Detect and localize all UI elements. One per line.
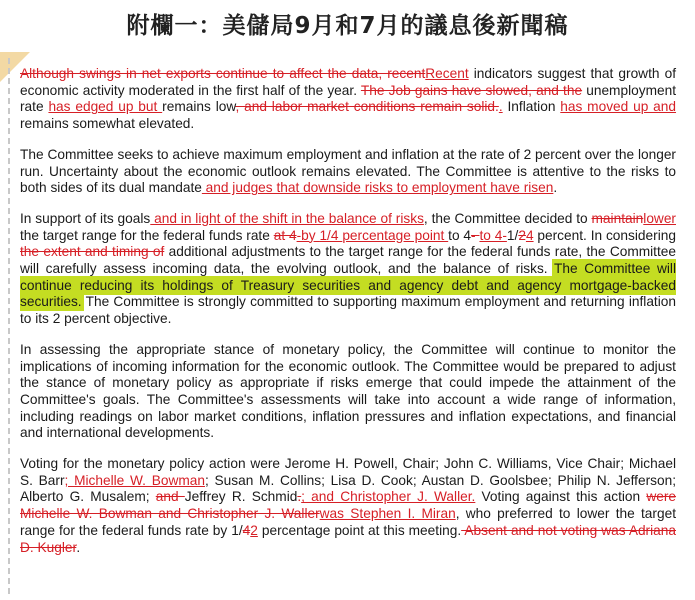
text: remains somewhat elevated. — [20, 116, 195, 132]
deletion: The Job gains have slowed, and the — [360, 82, 583, 98]
text: In support of its goals — [20, 210, 151, 226]
text: , the Committee decided to — [423, 210, 592, 226]
paragraph-mandate — [20, 147, 676, 197]
insertion: . — [498, 99, 503, 115]
paragraph-assessment — [20, 342, 676, 442]
text: unemployment rate — [20, 82, 676, 115]
paragraph-policy-decision — [20, 211, 676, 328]
deletion: the extent and timing of — [20, 244, 165, 260]
insertion: percentage point — [342, 227, 449, 243]
text: Voting for the monetary policy action were Jerome H. Powell, Chair; John C. Williams, Vice Chair; Michael S. Barr — [20, 456, 676, 488]
deletion: Absent and not voting was Adriana D. Kugler — [20, 522, 676, 555]
deletion: , and labor market conditions remain solid. — [235, 99, 499, 115]
text: additional adjustments to the target range for the federal funds rate, the Committee will carefully assess incoming data, the evolving outlook, and the balance of risks. — [20, 244, 676, 277]
insertion: was Stephen I. Miran — [319, 506, 456, 522]
highlighted-sentence: The Committee will continue reducing its holdings of Treasury securities and agency debt and agency mortgage-backed securities. — [20, 261, 677, 310]
text: Inflation — [502, 99, 561, 115]
text: Voting against this action — [475, 489, 647, 505]
text: . — [553, 180, 558, 196]
insertion: 4 — [525, 227, 534, 243]
insertion: and in light of the shift in the balance of risks — [150, 210, 424, 226]
deletion: maintain — [591, 210, 644, 226]
deletion: and — [155, 489, 185, 505]
text: percent. In considering — [533, 227, 676, 243]
insertion: ; Michelle W. Bowman — [64, 472, 205, 488]
paragraph-voting — [20, 456, 676, 556]
deletion: 4 — [242, 522, 251, 538]
insertion: lower — [643, 210, 676, 226]
deletion: 2 — [518, 227, 526, 243]
text: remains low — [162, 99, 236, 115]
text: The Committee is strongly committed to supporting maximum employment and returning inflation to its 2 percent objective. — [20, 294, 676, 327]
insertion: -by — [296, 227, 320, 243]
insertion: Recent — [425, 66, 469, 81]
deletion: at 4 — [273, 227, 297, 243]
page-title: 附欄一：美儲局9月和7月的議息後新聞稿 — [126, 13, 569, 39]
insertion: 2 — [250, 522, 258, 538]
insertion: has edged up but — [48, 99, 163, 115]
text: ; Susan M. Collins; Lisa D. Cook; Austan D. Goolsbee; Philip N. Jefferson; Alberto G. Musalem; — [20, 472, 677, 505]
text: the target range for the federal funds rate — [20, 227, 274, 243]
text: Jeffrey R. Schmid — [184, 489, 298, 505]
deletion: . — [297, 489, 302, 505]
press-release-text — [20, 66, 676, 570]
text: to 4 — [448, 227, 472, 243]
insertion: to 4- — [479, 227, 507, 243]
text: In assessing the appropriate stance of monetary policy, the Committee will continue to monitor the implications of incoming information for the economic outlook. The Committee would be prepared to adjust the stance of monetary policy as appropriate if risks emerge that could impede the attainment of the Committee's goals. The Committee's assessments will take into account a wide range of information, including readings on labor market conditions, inflation pressures and inflation expectations, and financial and international developments. — [20, 341, 676, 441]
deletion: - — [471, 227, 480, 243]
text: The Committee seeks to achieve maximum employment and inflation at the rate of 2 percent over the longer run. Uncertainty about the economic outlook remains elevated. The Committee is attentive to the risks to both sides of its dual mandate — [20, 146, 676, 196]
text: , who preferred to lower the target range for the federal funds rate by 1/ — [20, 506, 677, 538]
text: . — [76, 539, 81, 555]
deletion: were Michelle W. Bowman and Christopher J. Waller — [20, 489, 677, 522]
text: 1/ — [506, 227, 519, 243]
insertion: and judges that downside risks to employment have risen — [201, 180, 554, 196]
text: indicators suggest that growth of economic activity moderated in the first half of the year. — [20, 66, 676, 98]
paragraph-economic-activity — [20, 66, 676, 133]
header — [0, 0, 695, 52]
text: percentage point at this meeting. — [257, 522, 462, 538]
insertion: ; and Christopher J. Waller. — [301, 489, 476, 505]
insertion: 1/4 — [319, 227, 343, 243]
insertion: has moved up and — [560, 99, 677, 115]
deletion: Although swings in net exports continue to affect the data, recent — [20, 66, 426, 81]
